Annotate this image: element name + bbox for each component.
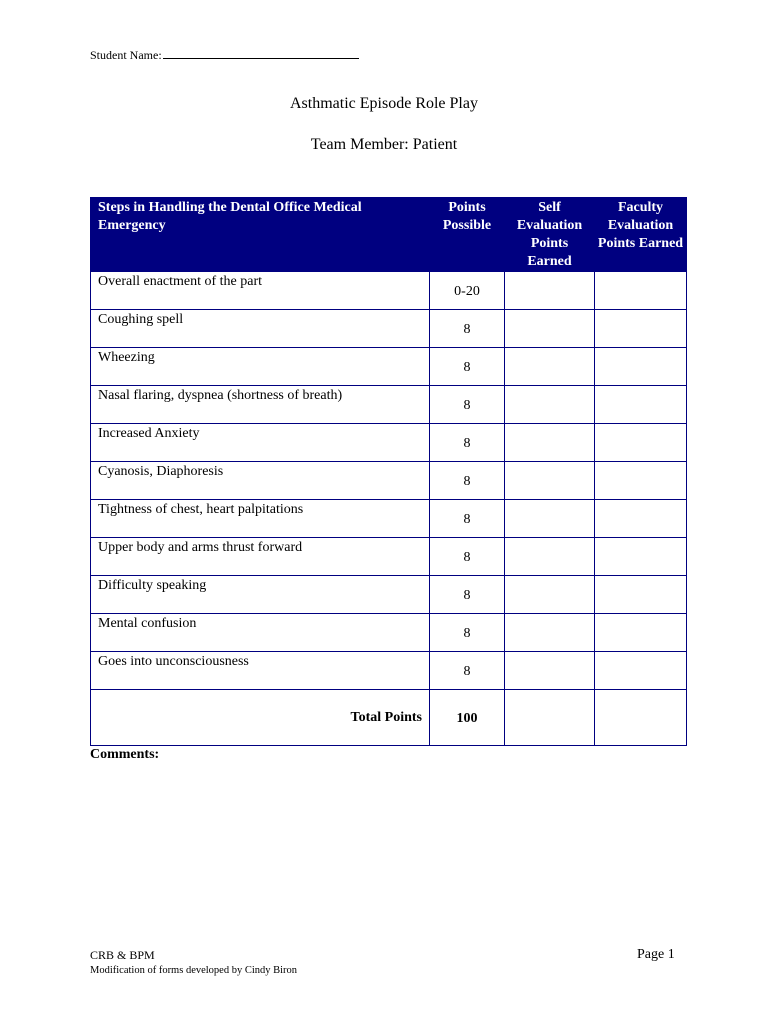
rubric-body bbox=[91, 272, 687, 746]
step-cell: Tightness of chest, heart palpitations bbox=[91, 500, 430, 538]
faculty-evaluation-total-cell[interactable] bbox=[595, 690, 687, 746]
page-number: Page 1 bbox=[637, 947, 675, 962]
table-row bbox=[91, 348, 687, 386]
self-evaluation-cell[interactable] bbox=[505, 386, 595, 424]
footer-credit: Modification of forms developed by Cindy Biron bbox=[90, 965, 298, 976]
total-label: Total Points bbox=[91, 690, 430, 746]
step-cell: Overall enactment of the part bbox=[91, 272, 430, 310]
points-possible-cell: 8 bbox=[430, 576, 505, 614]
points-possible-cell: 8 bbox=[430, 538, 505, 576]
points-possible-cell: 8 bbox=[430, 500, 505, 538]
step-cell: Coughing spell bbox=[91, 310, 430, 348]
header-points-possible: Points Possible bbox=[430, 197, 505, 272]
header-self-evaluation: Self Evaluation Points Earned bbox=[505, 197, 595, 272]
faculty-evaluation-cell[interactable] bbox=[595, 614, 687, 652]
points-possible-cell: 8 bbox=[430, 310, 505, 348]
self-evaluation-cell[interactable] bbox=[505, 310, 595, 348]
self-evaluation-cell[interactable] bbox=[505, 576, 595, 614]
self-evaluation-cell[interactable] bbox=[505, 500, 595, 538]
faculty-evaluation-cell[interactable] bbox=[595, 538, 687, 576]
points-possible-cell: 8 bbox=[430, 386, 505, 424]
step-cell: Increased Anxiety bbox=[91, 424, 430, 462]
table-row bbox=[91, 462, 687, 500]
self-evaluation-cell[interactable] bbox=[505, 652, 595, 690]
self-evaluation-total-cell[interactable] bbox=[505, 690, 595, 746]
self-evaluation-cell[interactable] bbox=[505, 272, 595, 310]
header-faculty-evaluation: Faculty Evaluation Points Earned bbox=[595, 197, 687, 272]
footer-left bbox=[90, 948, 297, 978]
points-possible-cell: 0-20 bbox=[430, 272, 505, 310]
points-possible-cell: 8 bbox=[430, 462, 505, 500]
self-evaluation-cell[interactable] bbox=[505, 538, 595, 576]
rubric-table bbox=[90, 197, 687, 746]
table-header-row bbox=[91, 197, 687, 272]
student-name-label: Student Name: bbox=[90, 48, 162, 62]
faculty-evaluation-cell[interactable] bbox=[595, 576, 687, 614]
header-steps: Steps in Handling the Dental Office Medical Emergency bbox=[91, 197, 430, 272]
document-title: Asthmatic Episode Role Play bbox=[290, 95, 478, 112]
points-possible-cell: 8 bbox=[430, 652, 505, 690]
total-row bbox=[91, 690, 687, 746]
footer-initials: CRB & BPM bbox=[90, 948, 155, 962]
table-row bbox=[91, 538, 687, 576]
table-row bbox=[91, 614, 687, 652]
step-cell: Upper body and arms thrust forward bbox=[91, 538, 430, 576]
table-row bbox=[91, 576, 687, 614]
faculty-evaluation-cell[interactable] bbox=[595, 424, 687, 462]
student-name-blank-line[interactable] bbox=[163, 46, 359, 59]
faculty-evaluation-cell[interactable] bbox=[595, 386, 687, 424]
faculty-evaluation-cell[interactable] bbox=[595, 348, 687, 386]
step-cell: Wheezing bbox=[91, 348, 430, 386]
total-points: 100 bbox=[430, 690, 505, 746]
faculty-evaluation-cell[interactable] bbox=[595, 652, 687, 690]
table-row bbox=[91, 386, 687, 424]
comments-label: Comments: bbox=[90, 747, 160, 762]
table-row bbox=[91, 272, 687, 310]
table-row bbox=[91, 500, 687, 538]
document-subtitle: Team Member: Patient bbox=[310, 136, 458, 153]
table-row bbox=[91, 310, 687, 348]
faculty-evaluation-cell[interactable] bbox=[595, 500, 687, 538]
table-row bbox=[91, 652, 687, 690]
points-possible-cell: 8 bbox=[430, 614, 505, 652]
self-evaluation-cell[interactable] bbox=[505, 424, 595, 462]
table-row bbox=[91, 424, 687, 462]
step-cell: Cyanosis, Diaphoresis bbox=[91, 462, 430, 500]
student-name-field bbox=[90, 46, 359, 63]
step-cell: Mental confusion bbox=[91, 614, 430, 652]
step-cell: Goes into unconsciousness bbox=[91, 652, 430, 690]
points-possible-cell: 8 bbox=[430, 348, 505, 386]
self-evaluation-cell[interactable] bbox=[505, 614, 595, 652]
faculty-evaluation-cell[interactable] bbox=[595, 272, 687, 310]
self-evaluation-cell[interactable] bbox=[505, 462, 595, 500]
faculty-evaluation-cell[interactable] bbox=[595, 462, 687, 500]
faculty-evaluation-cell[interactable] bbox=[595, 310, 687, 348]
self-evaluation-cell[interactable] bbox=[505, 348, 595, 386]
step-cell: Nasal flaring, dyspnea (shortness of breath) bbox=[91, 386, 430, 424]
step-cell: Difficulty speaking bbox=[91, 576, 430, 614]
points-possible-cell: 8 bbox=[430, 424, 505, 462]
